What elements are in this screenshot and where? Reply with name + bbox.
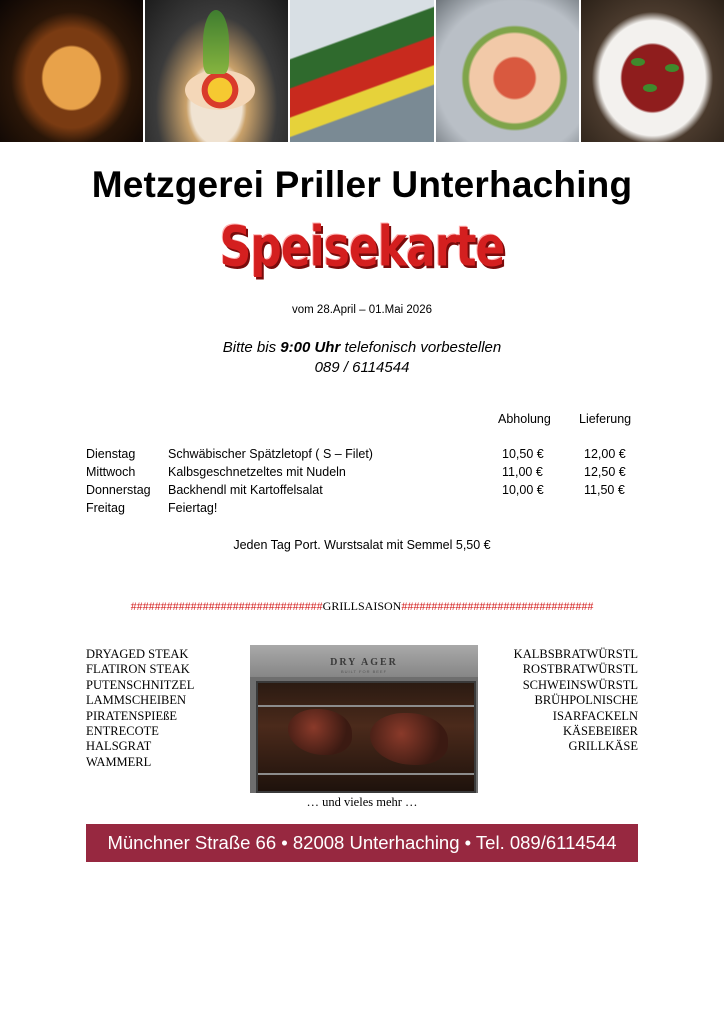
list-item: ISARFACKELN — [552, 708, 638, 723]
header-photo-strip — [0, 0, 724, 142]
list-item: FLATIRON STEAK — [86, 662, 190, 677]
list-item: GRILLKÄSE — [568, 739, 638, 754]
grill-season-label: GRILLSAISON — [322, 599, 402, 613]
list-item: ENTRECOTE — [86, 724, 159, 739]
menu-price-delivery: 12,50 € — [584, 465, 626, 479]
menu-row — [86, 447, 646, 465]
page-title: Metzgerei Priller Unterhaching — [91, 164, 633, 205]
address-footer-banner: Münchner Straße 66 • 82008 Unterhaching • Tel. 089/6114544 — [86, 824, 638, 862]
pineapple-crown — [203, 10, 229, 74]
menu-dish: Backhendl mit Kartoffelsalat — [168, 483, 323, 497]
dry-ager-tagline: BUILT FOR BEEF — [340, 669, 388, 674]
list-item: PUTENSCHNITZEL — [86, 677, 195, 692]
list-item: PIRATENSPIEßE — [86, 708, 177, 723]
basil-leaf — [631, 58, 645, 66]
grill-season-divider — [86, 599, 638, 614]
menu-dish: Feiertag! — [168, 501, 218, 515]
order-note — [0, 338, 724, 378]
dry-ager-brand-text: DRY AGER — [330, 657, 398, 668]
list-item: KALBSBRATWÜRSTL — [513, 647, 638, 661]
list-item: BRÜHPOLNISCHE — [534, 693, 638, 708]
photo-braided-bread-wreath — [0, 0, 143, 142]
menu-price-pickup: 10,50 € — [502, 447, 544, 461]
menu-row — [86, 501, 646, 519]
menu-price-pickup: 10,00 € — [502, 483, 544, 497]
order-deadline: 9:00 Uhr — [280, 339, 341, 356]
menu-day: Mittwoch — [86, 465, 136, 479]
menu-day: Freitag — [86, 501, 125, 515]
order-phone: 089 / 6114544 — [314, 359, 410, 376]
date-range: vom 28.April – 01.Mai 2026 — [292, 304, 432, 316]
beef-cut — [370, 713, 448, 765]
column-header-delivery: Lieferung — [579, 412, 632, 426]
divider-hashes-right: ################################ — [401, 599, 594, 613]
photo-fruit-and-meat-platter — [145, 0, 288, 142]
grill-list-sausages — [514, 647, 638, 755]
fruit-arrangement — [185, 70, 255, 110]
menu-dish: Kalbsgeschnetzeltes mit Nudeln — [168, 465, 346, 479]
menu-dish: Schwäbischer Spätzletopf ( S – Filet) — [168, 447, 373, 461]
menu-day: Dienstag — [86, 447, 136, 461]
list-item: SCHWEINSWÜRSTL — [522, 677, 638, 692]
list-item: DRYAGED STEAK — [86, 647, 189, 661]
rack-bar — [258, 773, 474, 775]
order-text-after: telefonisch vorbestellen — [340, 339, 502, 356]
divider-hashes-left: ################################ — [130, 599, 323, 613]
list-item: HALSGRAT — [86, 739, 152, 754]
list-item: WAMMERL — [86, 754, 152, 769]
dry-ager-window — [256, 681, 476, 793]
grill-list-meat — [86, 647, 194, 770]
menu-price-pickup: 11,00 € — [502, 465, 543, 479]
menu-heading-text: Speisekarte — [219, 215, 505, 280]
photo-vegetable-display — [290, 0, 433, 142]
beef-cut — [288, 709, 352, 755]
dry-ager-photo — [250, 645, 478, 793]
menu-heading-logo — [0, 215, 724, 280]
photo-carpaccio-plate — [581, 0, 724, 142]
menu-row — [86, 483, 646, 501]
basil-leaf — [643, 84, 657, 92]
list-item: KÄSEBEIßER — [563, 724, 638, 739]
column-header-pickup: Abholung — [498, 412, 551, 426]
menu-price-delivery: 12,00 € — [584, 447, 626, 461]
rack-bar — [258, 705, 474, 707]
and-more-note: … und vieles mehr … — [306, 795, 418, 809]
menu-day: Donnerstag — [86, 483, 151, 497]
photo-antipasti-platter — [436, 0, 579, 142]
basil-leaf — [665, 64, 679, 72]
list-item: LAMMSCHEIBEN — [86, 693, 187, 708]
list-item: ROSTBRATWÜRSTL — [522, 662, 638, 677]
order-text-before: Bitte bis — [222, 339, 281, 356]
menu-price-delivery: 11,50 € — [584, 483, 625, 497]
menu-row — [86, 465, 646, 483]
daily-special: Jeden Tag Port. Wurstsalat mit Semmel 5,50 € — [233, 538, 491, 552]
